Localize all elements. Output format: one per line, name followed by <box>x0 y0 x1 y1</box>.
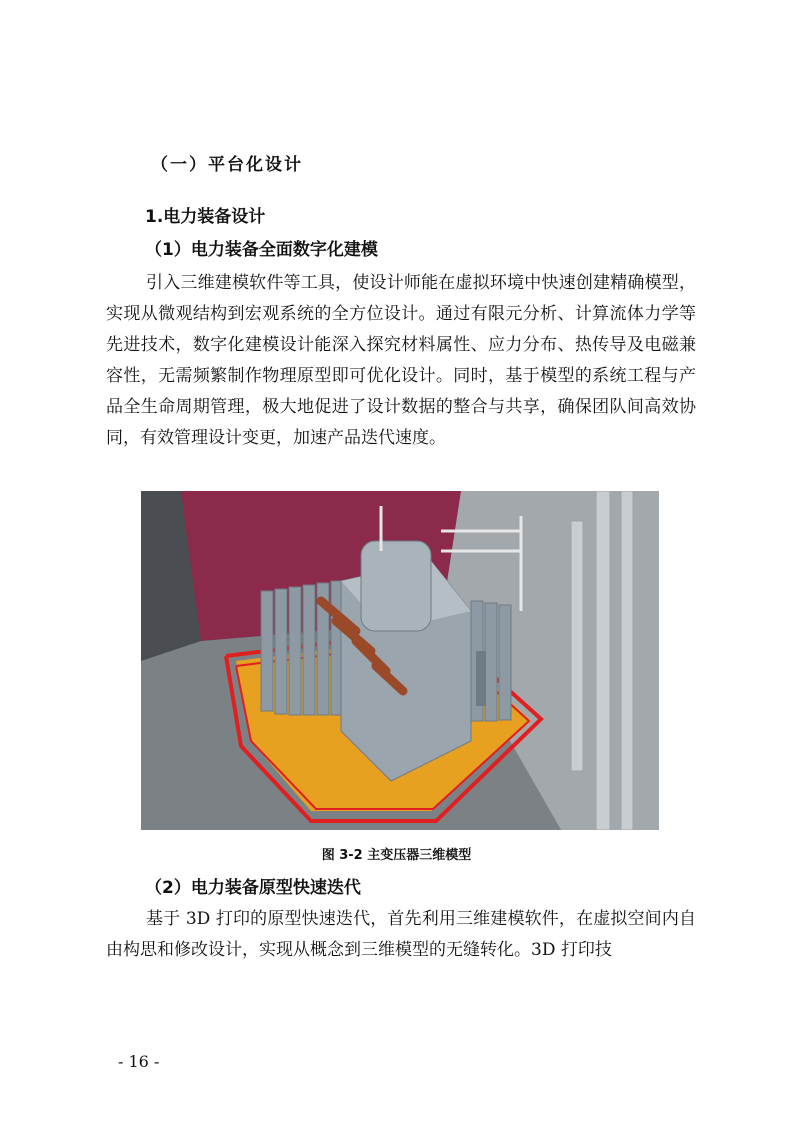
heading-rapid-prototyping: （2）电力装备原型快速迭代 <box>145 878 361 898</box>
transformer-3d-model-figure <box>141 491 659 830</box>
figure-caption: 图 3-2 主变压器三维模型 <box>321 848 472 863</box>
heading-power-equipment-design: 1.电力装备设计 <box>145 207 266 227</box>
heading-digital-modeling: （1）电力装备全面数字化建模 <box>145 240 378 260</box>
paragraph-digital-modeling: 引入三维建模软件等工具，使设计师能在虚拟环境中快速创建精确模型，实现从微观结构到宏观系统的全方位设计。通过有限元分析、计算流体力学等先进技术，数字化建模设计能深入探究材料属性、应力分布、热传导及电磁兼容性，无需频繁制作物理原型即可优化设计。同时，基于模型的系统工程与产品全生命周期管理，极大地促进了设计数据的整合与共享，确保团队间高效协同，有效管理设计变更，加速产品迭代速度。 <box>106 273 696 448</box>
paragraph-rapid-prototyping: 基于 3D 打印的原型快速迭代，首先利用三维建模软件，在虚拟空间内自由构思和修改设计，实现从概念到三维模型的无缝转化。3D 打印技 <box>106 909 696 960</box>
section-title: （一）平台化设计 <box>151 155 303 175</box>
page-number: - 16 - <box>118 1052 160 1071</box>
